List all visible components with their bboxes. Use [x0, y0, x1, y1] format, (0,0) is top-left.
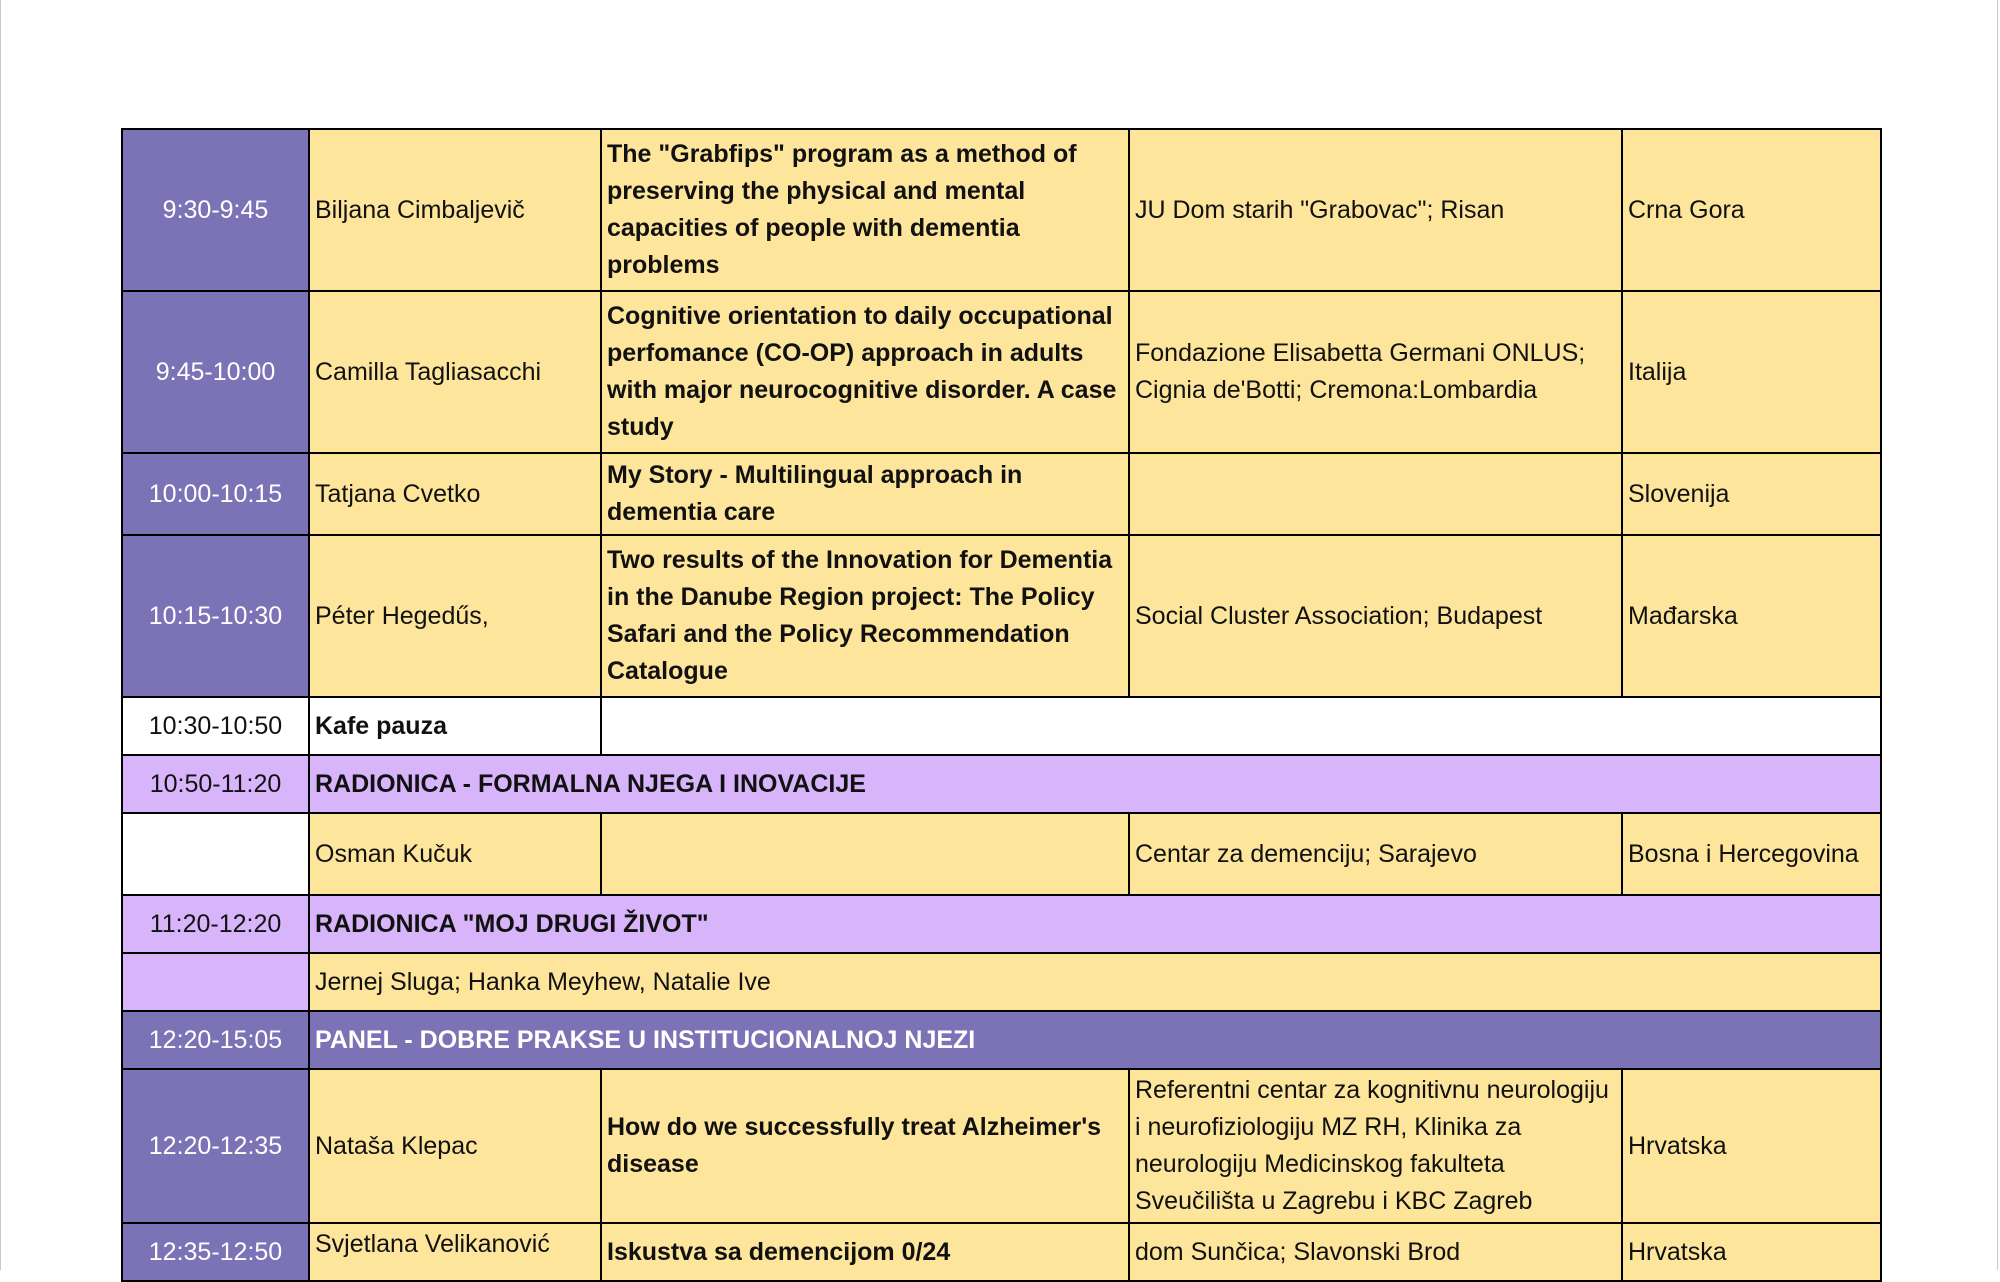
talk-title-cell: How do we successfully treat Alzheimer's disease [601, 1069, 1129, 1223]
speaker-cell: Svjetlana Velikanović [309, 1223, 601, 1281]
table-row [122, 1069, 1881, 1223]
country-cell: Hrvatska [1622, 1223, 1881, 1281]
institution-cell: Centar za demenciju; Sarajevo [1129, 813, 1622, 895]
talk-title-cell: Two results of the Innovation for Dementia in the Danube Region project: The Policy Safari and the Policy Recommendation Catalogue [601, 535, 1129, 697]
country-cell: Bosna i Hercegovina [1622, 813, 1881, 895]
workshop-title: RADIONICA "MOJ DRUGI ŽIVOT" [309, 895, 1881, 953]
time-cell: 10:00-10:15 [122, 453, 309, 535]
time-cell [122, 813, 309, 895]
time-cell: 11:20-12:20 [122, 895, 309, 953]
workshop-title: RADIONICA - FORMALNA NJEGA I INOVACIJE [309, 755, 1881, 813]
table-row [122, 291, 1881, 453]
institution-cell: JU Dom starih "Grabovac"; Risan [1129, 129, 1622, 291]
speaker-cell: Osman Kučuk [309, 813, 601, 895]
institution-cell [1129, 453, 1622, 535]
institution-cell: Referentni centar za kognitivnu neurologiju i neurofiziologiju MZ RH, Klinika za neurologiju Medicinskog fakulteta Sveučilišta u Zagrebu i KBC Zagreb [1129, 1069, 1622, 1223]
talk-title-cell: Iskustva sa demencijom 0/24 [601, 1223, 1129, 1281]
speaker-cell: Tatjana Cvetko [309, 453, 601, 535]
time-cell: 12:20-12:35 [122, 1069, 309, 1223]
time-cell: 9:30-9:45 [122, 129, 309, 291]
time-cell: 10:15-10:30 [122, 535, 309, 697]
table-row [122, 953, 1881, 1011]
country-cell: Hrvatska [1622, 1069, 1881, 1223]
table-row [122, 453, 1881, 535]
coffee-break-label: Kafe pauza [309, 697, 601, 755]
coffee-break-row [122, 697, 1881, 755]
country-cell: Mađarska [1622, 535, 1881, 697]
table-row [122, 813, 1881, 895]
talk-title-cell: The "Grabfips" program as a method of preserving the physical and mental capacities of people with dementia problems [601, 129, 1129, 291]
table-row [122, 129, 1881, 291]
talk-title-cell [601, 813, 1129, 895]
country-cell: Crna Gora [1622, 129, 1881, 291]
speaker-cell: Nataša Klepac [309, 1069, 601, 1223]
speaker-cell: Biljana Cimbaljevič [309, 129, 601, 291]
table-row [122, 1223, 1881, 1281]
workshop-header-row [122, 895, 1881, 953]
institution-cell: Social Cluster Association; Budapest [1129, 535, 1622, 697]
panel-header-row [122, 1011, 1881, 1069]
country-cell: Italija [1622, 291, 1881, 453]
talk-title-cell: My Story - Multilingual approach in dementia care [601, 453, 1129, 535]
time-cell: 10:30-10:50 [122, 697, 309, 755]
institution-cell: Fondazione Elisabetta Germani ONLUS; Cignia de'Botti; Cremona:Lombardia [1129, 291, 1622, 453]
panel-title: PANEL - DOBRE PRAKSE U INSTITUCIONALNOJ NJEZI [309, 1011, 1881, 1069]
workshop-header-row [122, 755, 1881, 813]
table-row [122, 535, 1881, 697]
time-cell [122, 953, 309, 1011]
speaker-cell: Camilla Tagliasacchi [309, 291, 601, 453]
program-schedule-table [121, 128, 1882, 1282]
time-cell: 9:45-10:00 [122, 291, 309, 453]
speaker-cell: Péter Hegedűs, [309, 535, 601, 697]
workshop-speakers: Jernej Sluga; Hanka Meyhew, Natalie Ive [309, 953, 1881, 1011]
time-cell: 12:35-12:50 [122, 1223, 309, 1281]
time-cell: 12:20-15:05 [122, 1011, 309, 1069]
country-cell: Slovenija [1622, 453, 1881, 535]
institution-cell: dom Sunčica; Slavonski Brod [1129, 1223, 1622, 1281]
empty-cell [601, 697, 1881, 755]
talk-title-cell: Cognitive orientation to daily occupational perfomance (CO-OP) approach in adults with major neurocognitive disorder. A case study [601, 291, 1129, 453]
time-cell: 10:50-11:20 [122, 755, 309, 813]
